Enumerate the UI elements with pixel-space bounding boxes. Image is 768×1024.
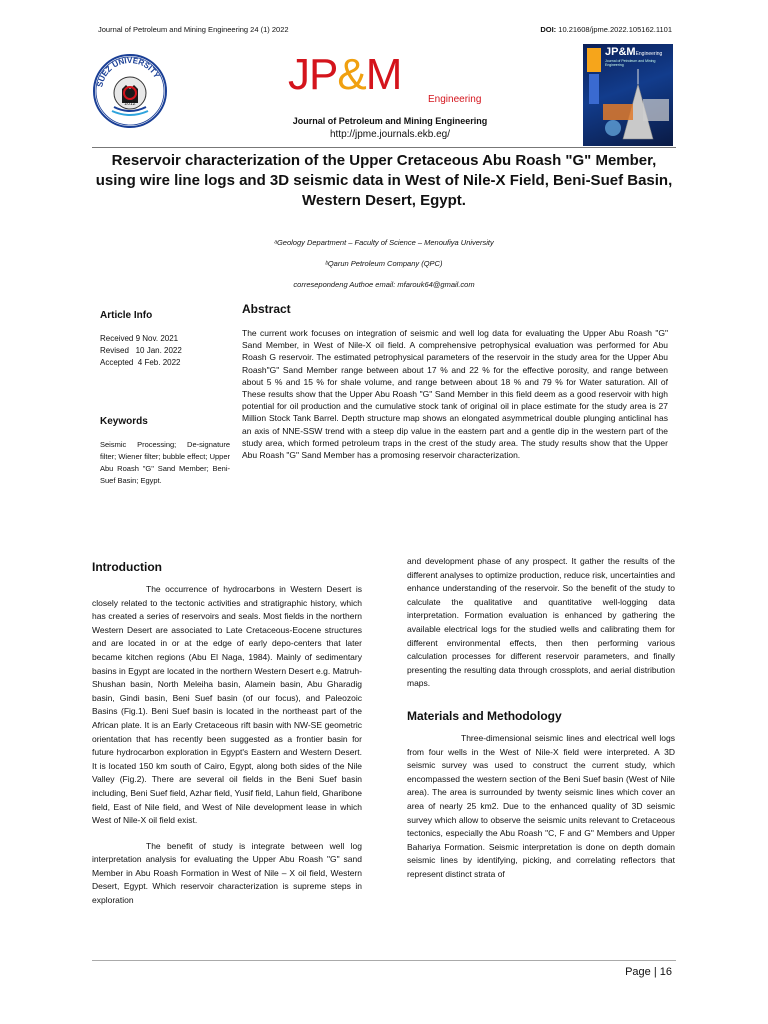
- abstract: [242, 302, 668, 461]
- abstract-text: The current work focuses on integration of seismic and well log data for evaluating the Upper Abu Roash "G" Sand Member, in West of Nile-X oil field. A comprehensive petrophysical evaluation was performed for Abu Roash G reservoir. The estimated petrophysical parameters of the reservoir in the study area for the Upper Abu Roash"G" Sand Member range between about 17 % and 22 % for the effective porosity, and range between about 5 % and 15 % for shale volume, and range between about 18 % and 79 % for Water saturation. All of These results show that the Upper Abu Roash "G" Sand Member in this field deem as a good reservoir with high potential for oil production and the cumulative stock tank of original oil in place estimate for the study area is 27 Million Stock Tank Barrel. Depth structure map shows an elongated asymmetrical double plunging anticlinal has an axis of NNE-SSW trend with a steep dip value in the eastern part and a gentle dip in the western part of the study area, which formed petroleum traps in the crest of the study area. The study results show that the Upper Abu Roash "G" Sand Member has a promosing reservoir characterization.: [242, 328, 668, 461]
- brand-subtitle: Engineering: [428, 94, 482, 105]
- logo-year: 2012: [124, 101, 136, 107]
- doi: [540, 25, 672, 34]
- logo-ring-text: SUEZ UNIVERSITY: [95, 55, 162, 88]
- header-rule: [92, 147, 676, 148]
- article-info-heading: Article Info: [100, 310, 153, 321]
- cover-subtitle: Journal of Petroleum and Mining Engineering: [605, 59, 656, 67]
- keywords-block: [100, 416, 230, 487]
- corresponding-email: corresepondeng Authoe email: mfarouk64@gmail.com: [293, 280, 475, 289]
- keywords-heading: Keywords: [100, 416, 148, 427]
- keywords-text: Seismic Processing; De-signature filter; Wiener filter; bubble effect; Upper Abu Roash "G" Sand Member; Beni-Suef Basin; Egypt.: [100, 440, 230, 485]
- abstract-heading: Abstract: [242, 302, 291, 316]
- doi-label: DOI:: [540, 25, 557, 34]
- affiliation-a: ᵃGeology Department – Faculty of Science – Menoufiya University: [274, 238, 494, 247]
- article-dates: [100, 333, 230, 369]
- doi-value: 10.21608/jpme.2022.105162.1101: [558, 25, 672, 34]
- university-logo: [92, 45, 168, 135]
- introduction-paragraph-1: The occurrence of hydrocarbons in Western Desert is closely related to the tectonic activities and stratigraphic history, which has created a series of reservoirs and seals. Most fields in the northern Western Desert are associated to Late Cretaceous-Eocene structures and are located in or at the edge of early depo-centers that later became kitchen regions (Abu El Naga, 1984). Mainly of sedimentary basins in Egypt are located in the northern Western Desert e.g. Matruh- Shushan basin, North Meleiha basin, Alamein basin, Abu Gharadig basin, Gindi basin, Beni Suef basin (of our focus), and Paleozoic Basins (Fig.1). Beni Suef basin is located in the northeast part of the African plate. It is an Early Cretaceous rift basin with NW-SE geometric orientation that has recently been suggested as a frontier basin for future hydrocarbon exploration in Egypt's Eastern and Western Desert. It is located 150 km south of Cairo, Egypt, along both sides of the Nile Valley (Fig.2). There are several oil fields in the Beni Suef basin including, Beni Suef field, Azhar field, Yusif field, Lahun field, Gharibone field, East of Nile field, and West of Nile development lease in which West of Nile-X oil field exist.: [92, 584, 362, 826]
- journal-issue: Journal of Petroleum and Mining Engineering 24 (1) 2022: [98, 25, 289, 34]
- brand-logo: JP&M: [288, 50, 402, 99]
- journal-name: Journal of Petroleum and Mining Engineering: [292, 116, 488, 126]
- methods-heading: Materials and Methodology: [407, 708, 562, 723]
- page-number: Page | 16: [625, 966, 672, 978]
- running-header: [98, 25, 672, 34]
- introduction-heading: Introduction: [92, 560, 162, 574]
- right-column: [407, 555, 675, 881]
- cover-title: JP&MEngineering: [605, 46, 663, 58]
- revised-date: Revised 10 Jan. 2022: [100, 346, 182, 355]
- footer-rule: [92, 960, 676, 961]
- journal-cover: [583, 44, 673, 146]
- left-column: [92, 560, 362, 908]
- methods-paragraph-1: Three-dimensional seismic lines and electrical well logs from four wells in the West of Nile-X field were interpreted. A 3D seismic survey was used to construct the current study, which encompassed the western section of the Beni Suef basin (West of Nile area). The area is surrounded by twenty seismic lines which cover an area of nearly 25 km2. Due to the enhanced quality of 3D seismic survey which allow to observe the seismic units relevant to Cretaceous tectonics, especially the Abu Roash "C, F and G" Members and Upper Bahariya Formation. Seismic interpretation is done on depth domain seismic lines by identifying, picking, and correlating reflectors that represent distinct strata of: [407, 732, 675, 879]
- journal-url[interactable]: http://jpme.journals.ekb.eg/: [329, 129, 451, 140]
- received-date: Received 9 Nov. 2021: [100, 334, 179, 343]
- introduction-paragraph-2: The benefit of study is integrate between well log interpretation analysis for evaluating the Upper Abu Roash "G" sand Member in Abu Roash Formation in West of Nile – X oil field, Western Desert, Egypt. Which reservoir characterization is supreme steps in exploration: [92, 840, 362, 906]
- masthead: [270, 50, 510, 140]
- article-title: Reservoir characterization of the Upper Cretaceous Abu Roash "G" Member, using wire line logs and 3D seismic data in West of Nile-X Field, Beni-Suef Basin, Western Desert, Egypt.: [95, 152, 673, 209]
- accepted-date: Accepted 4 Feb. 2022: [100, 358, 181, 367]
- introduction-paragraph-3: and development phase of any prospect. It gather the results of the different analyses to optimize production, reduce risk, uncertainties and enhance understanding of the reservoir. So the benefit of the study to calculate the qualitative and quantitative well-logging data interpretation. Formation evaluation is enhanced by gathering the available electrical logs for the studied wells and calibrating them for different environmental effects, then then performing various calculation processes for different reservoir parameters, and finally presenting the resulting data through crossplots, and aerial distribution maps.: [407, 556, 675, 689]
- article-info: [100, 310, 230, 369]
- affiliation-b: ᵇQarun Petroleum Company (QPC): [325, 259, 443, 268]
